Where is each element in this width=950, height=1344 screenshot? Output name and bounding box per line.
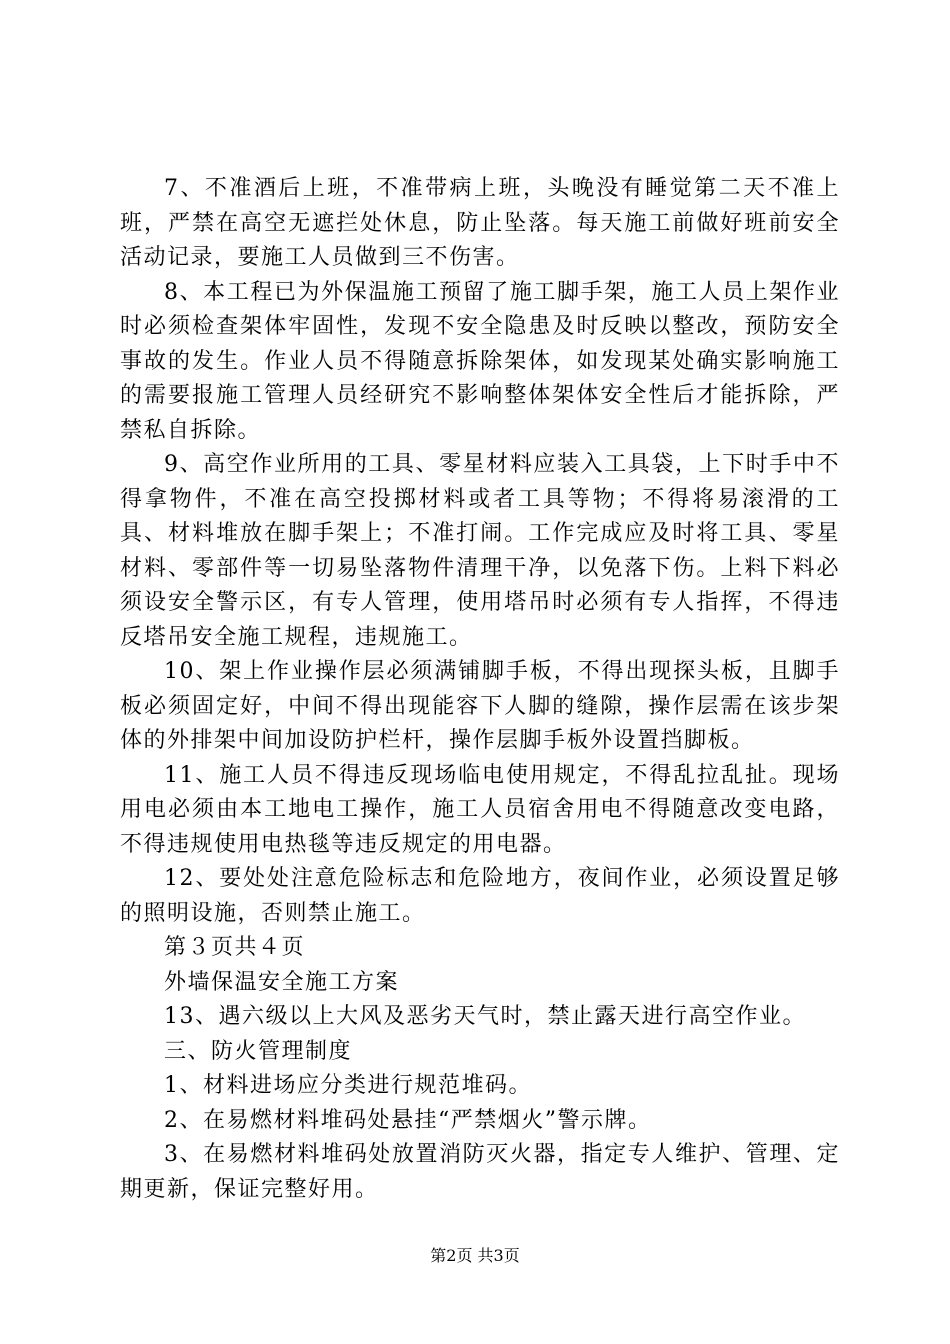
paragraph-10: 10、架上作业操作层必须满铺脚手板，不得出现探头板，且脚手板必须固定好，中间不得出现能容下人脚的缝隙，操作层需在该步架体的外排架中间加设防护栏杆，操作层脚手板外设置挡脚板。 bbox=[120, 659, 840, 753]
document-body bbox=[120, 172, 840, 1207]
paragraph-12: 12、要处处注意危险标志和危险地方，夜间作业，必须设置足够的照明设施，否则禁止施工。 bbox=[120, 866, 840, 926]
section-heading: 三、防火管理制度 bbox=[164, 1038, 353, 1064]
paragraph-7: 7、不准酒后上班，不准带病上班，头晚没有睡觉第二天不准上班，严禁在高空无遮拦处休息，防止坠落。每天施工前做好班前安全活动记录，要施工人员做到三不伤害。 bbox=[120, 176, 840, 270]
paragraph-8: 8、本工程已为外保温施工预留了施工脚手架，施工人员上架作业时必须检查架体牢固性，发现不安全隐患及时反映以整改，预防安全事故的发生。作业人员不得随意拆除架体，如发现某处确实影响施工的需要报施工管理人员经研究不影响整体架体安全性后才能拆除，严禁私自拆除。 bbox=[120, 279, 840, 443]
page-marker: 第３页共４页 bbox=[164, 935, 306, 960]
fire-item-2: 2、在易燃材料堆码处悬挂“严禁烟火”警示牌。 bbox=[164, 1107, 652, 1133]
page-footer: 第2页 共3页 bbox=[430, 1246, 520, 1265]
fire-item-3: 3、在易燃材料堆码处放置消防灭火器，指定专人维护、管理、定期更新，保证完整好用。 bbox=[120, 1142, 840, 1202]
fire-item-1: 1、材料进场应分类进行规范堆码。 bbox=[164, 1073, 532, 1098]
running-title: 外墙保温安全施工方案 bbox=[164, 969, 400, 995]
paragraph-9: 9、高空作业所用的工具、零星材料应装入工具袋，上下时手中不得拿物件，不准在高空投掷材料或者工具等物；不得将易滚滑的工具、材料堆放在脚手架上；不准打闹。工作完成应及时将工具、零星材料、零部件等一切易坠落物件清理干净，以免落下伤。上料下料必须设安全警示区，有专人管理，使用塔吊时必须有专人指挥，不得违反塔吊安全施工规程，违规施工。 bbox=[120, 452, 840, 650]
paragraph-11: 11、施工人员不得违反现场临电使用规定，不得乱拉乱扯。现场用电必须由本工地电工操作，施工人员宿舍用电不得随意改变电路，不得违规使用电热毯等违反规定的用电器。 bbox=[120, 762, 840, 857]
paragraph-13: 13、遇六级以上大风及恶劣天气时，禁止露天进行高空作业。 bbox=[164, 1004, 806, 1029]
